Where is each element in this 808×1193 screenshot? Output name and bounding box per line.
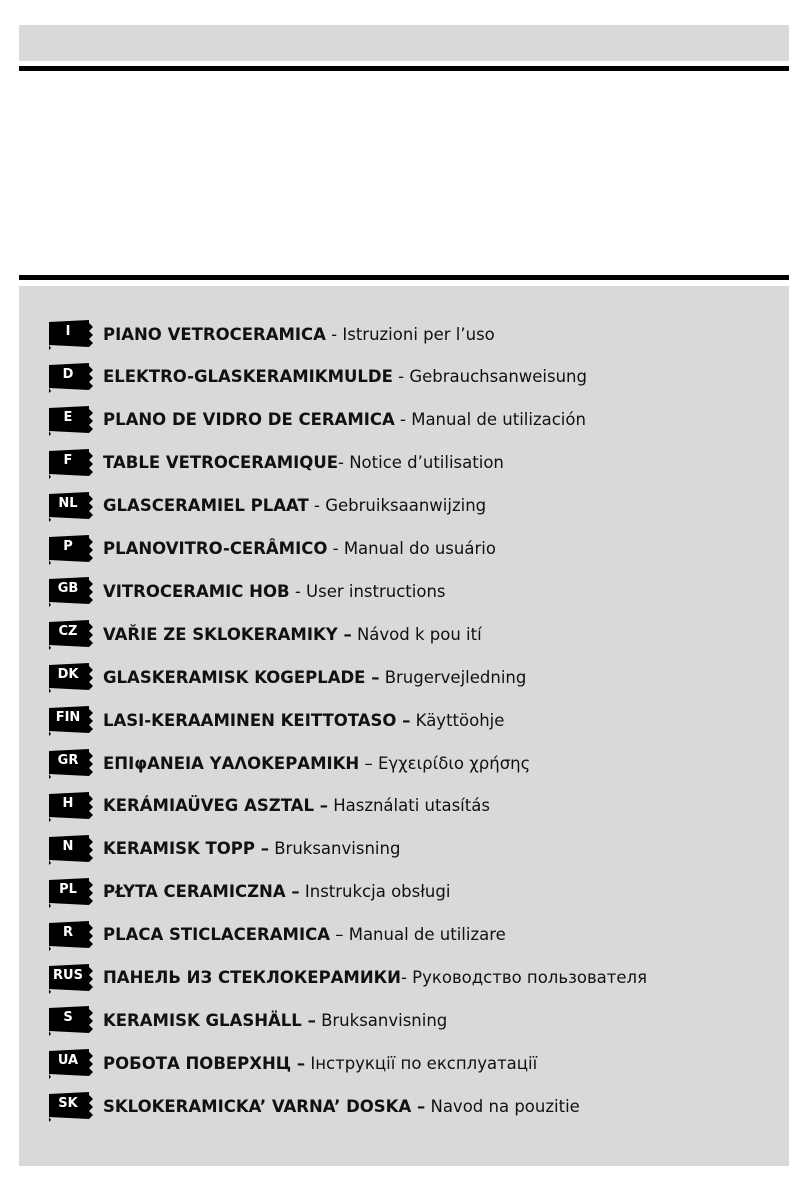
product-title: SKLOKERAMICKA’ VARNA’ DOSKA –: [103, 1096, 426, 1116]
language-badge: [49, 792, 91, 820]
product-title: PIANO VETROCERAMICA: [103, 324, 326, 344]
product-title: PLANO DE VIDRO DE CERAMICA: [103, 410, 395, 430]
language-badge: [49, 320, 91, 348]
language-row-text: [103, 925, 506, 944]
top-rule: [19, 66, 789, 71]
language-row-text: [103, 1097, 580, 1116]
language-badge: [49, 878, 91, 906]
manual-subtitle: Інструкції по експлуатації: [305, 1053, 538, 1073]
product-title: РОБОТА ПОВЕРХНЦ –: [103, 1053, 306, 1073]
language-row-text: [103, 1054, 537, 1073]
product-title: ПАНЕЛЬ ИЗ СТЕКЛОКЕРАМИКИ: [103, 968, 401, 987]
language-row-i: [49, 319, 779, 349]
manual-subtitle: - Gebruiksaanwijzing: [308, 496, 487, 516]
language-code: H: [62, 795, 74, 811]
manual-subtitle: - Gebrauchsanweisung: [392, 367, 587, 387]
language-code: N: [62, 838, 74, 854]
language-code: PL: [59, 881, 77, 897]
language-code: UA: [57, 1053, 79, 1069]
language-code: SK: [58, 1096, 78, 1112]
product-title: LASI-KERAAMINEN KEITTOTASO –: [103, 710, 411, 730]
language-code: FIN: [55, 710, 81, 726]
language-row-p: [49, 534, 779, 564]
manual-subtitle: - Notice d’utilisation: [338, 453, 504, 473]
manual-subtitle: - Manual do usuário: [327, 539, 496, 558]
manual-subtitle: Instrukcja obsługi: [299, 882, 451, 902]
language-badge: [49, 449, 91, 477]
product-title: TABLE VETROCERAMIQUE: [103, 453, 338, 473]
product-title: KERAMISK GLASHÄLL –: [103, 1010, 316, 1030]
language-row-h: [49, 791, 779, 821]
language-row-text: [103, 968, 647, 987]
product-title: GLASKERAMISK KOGEPLADE –: [103, 667, 380, 687]
manual-subtitle: - User instructions: [289, 581, 446, 601]
manual-subtitle: Brugervejledning: [379, 667, 527, 687]
language-row-text: [103, 839, 400, 858]
product-title: PLANOVITRO-CERÂMICO: [103, 539, 328, 558]
language-row-r: [49, 920, 779, 950]
language-row-ua: [49, 1048, 779, 1078]
language-code: RUS: [53, 967, 83, 983]
language-badge: [49, 706, 91, 734]
language-code: F: [63, 452, 73, 468]
language-code: GB: [57, 581, 79, 597]
language-row-text: [103, 367, 587, 386]
language-row-fin: [49, 705, 779, 735]
language-badge: [49, 921, 91, 949]
product-title: GLASCERAMIEL PLAAT: [103, 496, 309, 516]
language-row-rus: [49, 963, 779, 993]
language-row-text: [103, 539, 496, 558]
language-badge: [49, 535, 91, 563]
product-title: ΕΠΙφΑΝΕΙΑ ΥΑΛΟΚΕΡΑΜΙΚΗ: [103, 753, 360, 773]
product-title: VITROCERAMIC HOB: [103, 581, 290, 601]
language-code: CZ: [58, 624, 78, 640]
language-code: GR: [57, 753, 79, 768]
language-code: R: [62, 924, 73, 940]
product-title: ELEKTRO-GLASKERAMIKMULDE: [103, 367, 393, 387]
language-code: I: [65, 324, 71, 339]
language-row-text: [103, 496, 486, 515]
manual-subtitle: – Εγχειρίδιο χρήσης: [359, 753, 531, 773]
language-code: DK: [57, 667, 79, 683]
manual-subtitle: Használati utasítás: [327, 796, 490, 816]
product-title: KERAMISK TOPP –: [103, 839, 269, 859]
language-badge: [49, 964, 91, 992]
language-row-text: [103, 1011, 447, 1030]
language-row-text: [103, 668, 526, 687]
language-row-gb: [49, 576, 779, 606]
manual-subtitle: - Manual de utilización: [394, 410, 586, 430]
manual-subtitle: Bruksanvisning: [315, 1010, 448, 1030]
language-code: P: [63, 538, 73, 554]
language-row-sk: [49, 1091, 779, 1121]
language-row-cz: [49, 619, 779, 649]
language-row-n: [49, 834, 779, 864]
language-row-pl: [49, 877, 779, 907]
language-badge: [49, 749, 91, 777]
manual-subtitle: – Manual de utilizare: [329, 925, 506, 945]
language-badge: [49, 363, 91, 391]
language-badge: [49, 577, 91, 605]
language-row-e: [49, 405, 779, 435]
manual-subtitle: - Istruzioni per l’uso: [325, 324, 495, 344]
language-row-nl: [49, 491, 779, 521]
language-badge: [49, 835, 91, 863]
language-badge: [49, 1092, 91, 1120]
section-rule: [19, 275, 789, 280]
language-code: NL: [58, 495, 78, 511]
language-badge: [49, 406, 91, 434]
language-badge: [49, 492, 91, 520]
language-badge: [49, 663, 91, 691]
language-panel: [19, 286, 789, 1166]
language-code: E: [63, 409, 73, 425]
language-row-dk: [49, 662, 779, 692]
manual-subtitle: Návod k pou ití: [351, 624, 482, 644]
language-row-text: [103, 410, 586, 429]
product-title: PLACA STICLACERAMICA: [103, 925, 330, 945]
top-grey-band: [19, 25, 789, 61]
language-row-d: [49, 362, 779, 392]
product-title: PŁYTA CERAMICZNA –: [103, 882, 300, 902]
manual-subtitle: - Руководство пользователя: [400, 968, 648, 987]
manual-subtitle: Käyttöohje: [410, 710, 505, 730]
language-row-text: [103, 711, 504, 730]
manual-subtitle: Navod na pouzitie: [425, 1096, 580, 1116]
language-list: [19, 286, 789, 1166]
language-row-text: [103, 796, 490, 815]
language-row-s: [49, 1005, 779, 1035]
language-row-text: [103, 325, 495, 344]
language-row-text: [103, 582, 446, 601]
product-title: VAŘIE ZE SKLOKERAMIKY –: [103, 624, 352, 644]
language-row-gr: [49, 748, 779, 778]
language-code: S: [63, 1010, 73, 1026]
manual-subtitle: Bruksanvisning: [268, 839, 401, 859]
language-row-text: [103, 882, 450, 901]
language-row-text: [103, 754, 530, 773]
product-title: KERÁMIAÜVEG ASZTAL –: [103, 796, 328, 816]
language-badge: [49, 1006, 91, 1034]
language-code: D: [62, 366, 74, 382]
language-row-f: [49, 448, 779, 478]
language-row-text: [103, 453, 504, 472]
language-row-text: [103, 625, 482, 644]
language-badge: [49, 1049, 91, 1077]
language-badge: [49, 620, 91, 648]
